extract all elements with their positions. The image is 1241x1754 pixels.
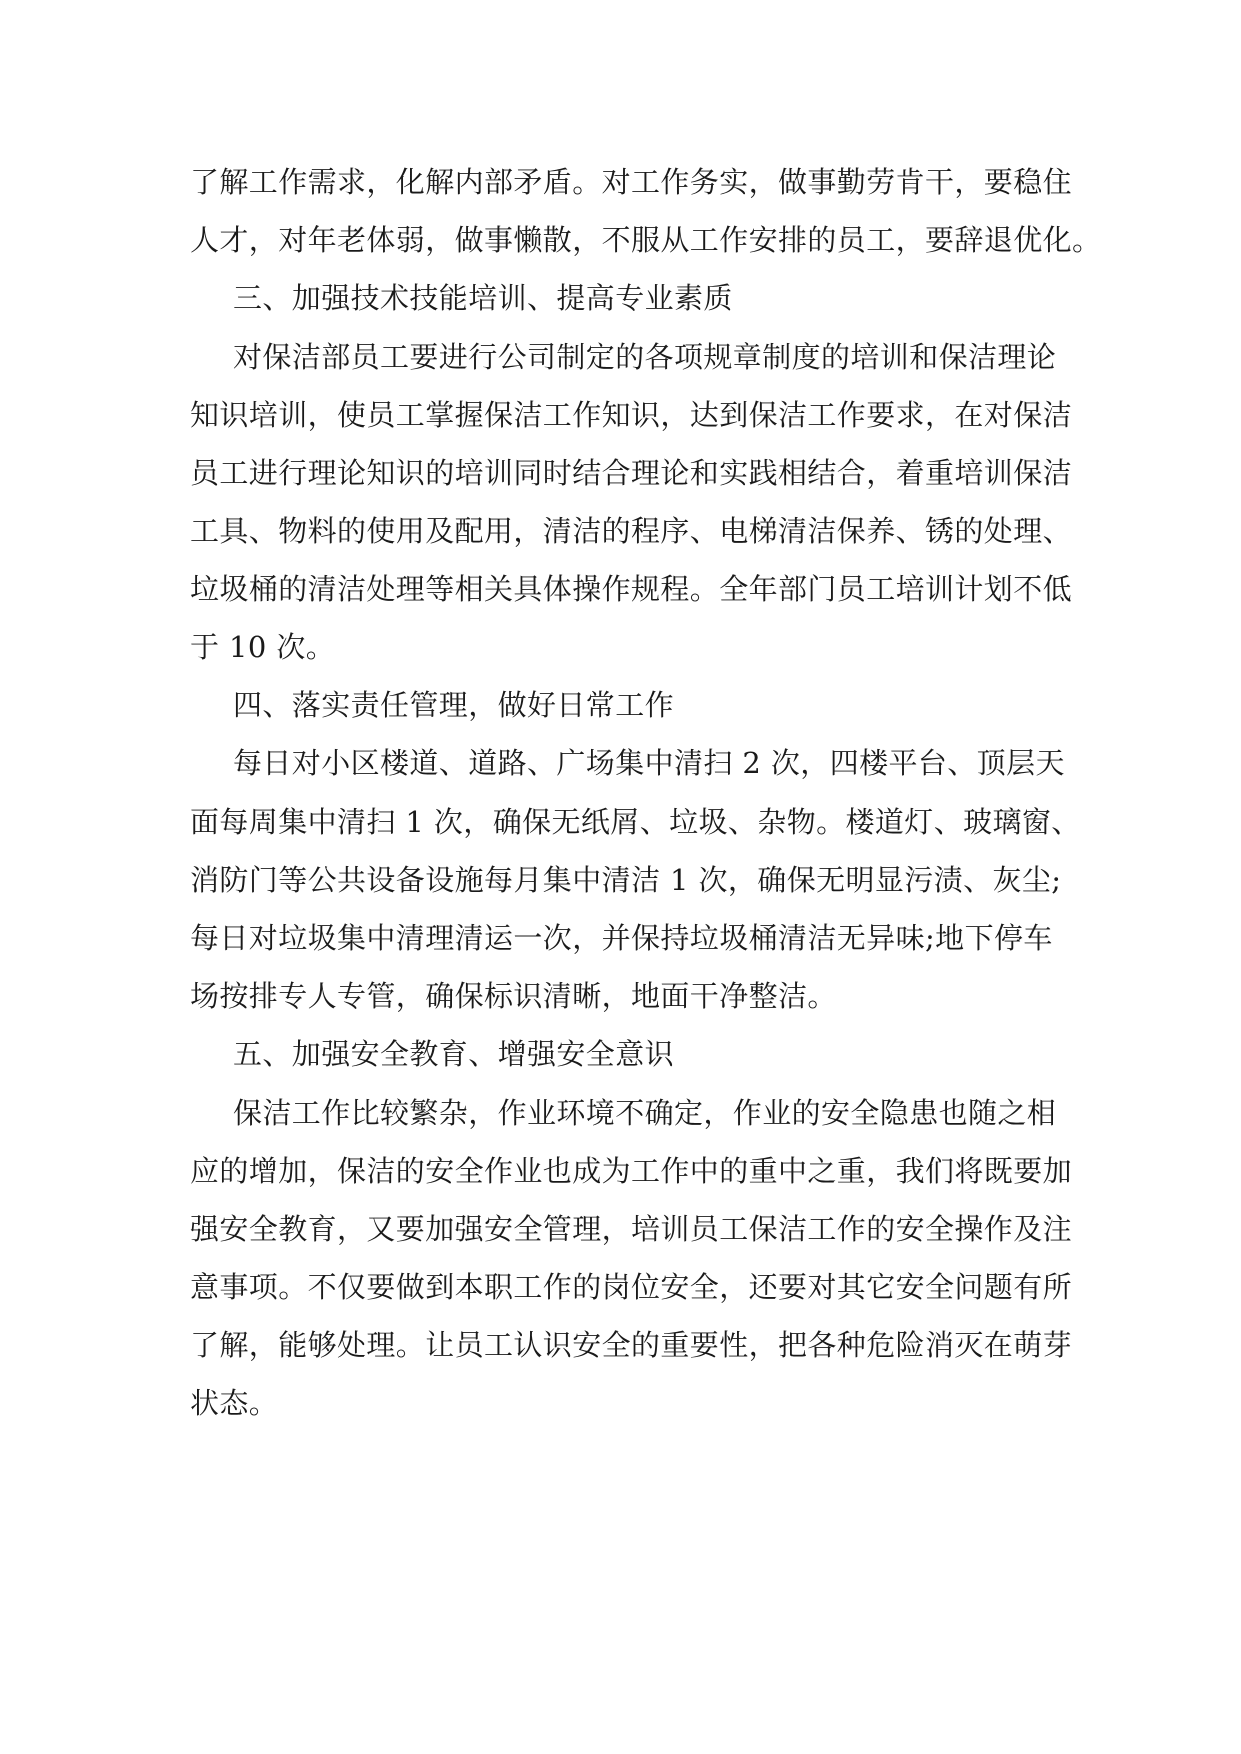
section-heading: 五、加强安全教育、增强安全意识 [233,1037,675,1071]
text-line: 员工进行理论知识的培训同时结合理论和实践相结合，着重培训保洁 [190,456,1073,490]
text-line: 人才，对年老体弱，做事懒散，不服从工作安排的员工，要辞退优化。 [190,223,1102,257]
text-line: 于 10 次。 [190,630,336,664]
text-line: 对保洁部员工要进行公司制定的各项规章制度的培训和保洁理论 [233,340,1057,374]
text-line: 意事项。不仅要做到本职工作的岗位安全，还要对其它安全问题有所 [190,1270,1073,1304]
text-line: 面每周集中清扫 1 次，确保无纸屑、垃圾、杂物。楼道灯、玻璃窗、 [190,805,1081,839]
text-line: 每日对垃圾集中清理清运一次，并保持垃圾桶清洁无异味;地下停车 [190,921,1053,955]
text-line: 保洁工作比较繁杂，作业环境不确定，作业的安全隐患也随之相 [233,1096,1057,1130]
text-line: 强安全教育，又要加强安全管理，培训员工保洁工作的安全操作及注 [190,1212,1073,1246]
text-line: 知识培训，使员工掌握保洁工作知识，达到保洁工作要求，在对保洁 [190,398,1073,432]
section-heading: 四、落实责任管理，做好日常工作 [233,688,675,722]
text-line: 每日对小区楼道、道路、广场集中清扫 2 次，四楼平台、顶层天 [233,746,1065,780]
section-heading: 三、加强技术技能培训、提高专业素质 [233,281,733,315]
text-line: 垃圾桶的清洁处理等相关具体操作规程。全年部门员工培训计划不低 [190,572,1073,606]
text-line: 应的增加，保洁的安全作业也成为工作中的重中之重，我们将既要加 [190,1154,1073,1188]
text-line: 了解，能够处理。让员工认识安全的重要性，把各种危险消灭在萌芽 [190,1328,1073,1362]
text-line: 工具、物料的使用及配用，清洁的程序、电梯清洁保养、锈的处理、 [190,514,1073,548]
text-line: 状态。 [190,1386,279,1420]
text-line: 了解工作需求，化解内部矛盾。对工作务实，做事勤劳肯干，要稳住 [190,165,1073,199]
text-line: 消防门等公共设备设施每月集中清洁 1 次，确保无明显污渍、灰尘; [190,863,1062,897]
text-line: 场按排专人专管，确保标识清晰，地面干净整洁。 [190,979,837,1013]
